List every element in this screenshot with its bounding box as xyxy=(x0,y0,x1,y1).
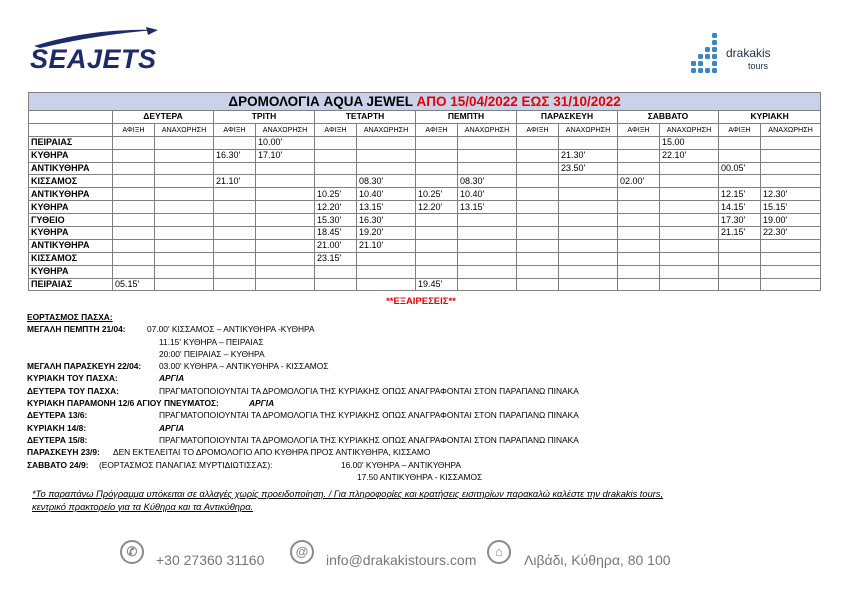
time-cell xyxy=(113,265,155,278)
time-cell xyxy=(618,214,660,227)
time-cell xyxy=(357,252,416,265)
time-cell xyxy=(618,136,660,149)
stop-name: ΚΙΣΣΑΜΟΣ xyxy=(29,175,113,188)
time-cell xyxy=(113,136,155,149)
time-cell: 23.50' xyxy=(559,162,618,175)
time-cell xyxy=(458,265,517,278)
time-cell xyxy=(660,278,719,291)
time-cell xyxy=(517,188,559,201)
table-title xyxy=(29,93,821,111)
time-cell xyxy=(618,188,660,201)
time-cell xyxy=(155,188,214,201)
time-cell xyxy=(761,136,821,149)
time-cell xyxy=(416,265,458,278)
time-cell: 10.25' xyxy=(315,188,357,201)
time-cell: 10.40' xyxy=(458,188,517,201)
note-label: ΚΥΡΙΑΚΗ 14/8: xyxy=(27,422,87,433)
stop-name: ΚΥΘΗΡΑ xyxy=(29,201,113,214)
note-label: ΜΕΓΑΛΗ ΠΕΜΠΤΗ 21/04: xyxy=(27,324,126,335)
note-text: 20:00' ΠΕΙΡΑΙΑΣ – ΚΥΘΗΡΑ xyxy=(159,348,265,359)
time-cell xyxy=(660,162,719,175)
time-cell xyxy=(214,214,256,227)
time-cell xyxy=(357,278,416,291)
stop-name: ΚΙΣΣΑΜΟΣ xyxy=(29,252,113,265)
footer-address: Λιβάδι, Κύθηρα, 80 100 xyxy=(524,552,671,568)
note-text: ΠΡΑΓΜΑΤΟΠΟΙΟΥΝΤΑΙ ΤΑ ΔΡΟΜΟΛΟΓΙΑ ΤΗΣ ΚΥΡΙΑΚΗΣ ΟΠΩΣ ΑΝΑΓΡΑΦΟΝΤΑΙ ΣΤΟΝ ΠΑΡΑΠΑΝΩ ΠΙΝΑΚΑ xyxy=(159,385,579,396)
title-dates: ΑΠΟ 15/04/2022 ΕΩΣ 31/10/2022 xyxy=(416,94,621,109)
time-cell xyxy=(559,214,618,227)
time-cell xyxy=(660,201,719,214)
time-cell xyxy=(660,239,719,252)
time-cell xyxy=(517,214,559,227)
arrival-header: ΑΦΙΞΗ xyxy=(517,123,559,136)
time-cell xyxy=(618,239,660,252)
time-cell: 21.00' xyxy=(315,239,357,252)
drakakis-brand: drakakis xyxy=(726,46,771,60)
time-cell: 21.10' xyxy=(357,239,416,252)
time-cell xyxy=(256,201,315,214)
time-cell xyxy=(256,162,315,175)
stop-name: ΑΝΤΙΚΥΘΗΡΑ xyxy=(29,162,113,175)
note-text: ΑΡΓΙΑ xyxy=(159,422,185,433)
departure-header: ΑΝΑΧΩΡΗΣΗ xyxy=(458,123,517,136)
schedule-row xyxy=(29,175,821,188)
note-text: ΠΡΑΓΜΑΤΟΠΟΙΟΥΝΤΑΙ ΤΑ ΔΡΟΜΟΛΟΓΙΑ ΤΗΣ ΚΥΡΙΑΚΗΣ ΟΠΩΣ ΑΝΑΓΡΑΦΟΝΤΑΙ ΣΤΟΝ ΠΑΡΑΠΑΝΩ ΠΙΝΑΚΑ xyxy=(159,410,579,421)
time-cell xyxy=(155,278,214,291)
time-cell xyxy=(155,201,214,214)
time-cell xyxy=(256,188,315,201)
time-cell: 02.00' xyxy=(618,175,660,188)
time-cell xyxy=(761,278,821,291)
arrival-header: ΑΦΙΞΗ xyxy=(719,123,761,136)
time-cell xyxy=(719,175,761,188)
time-cell: 12.20' xyxy=(416,201,458,214)
time-cell xyxy=(113,252,155,265)
time-cell xyxy=(517,201,559,214)
stop-name: ΚΥΘΗΡΑ xyxy=(29,227,113,240)
at-icon: @ xyxy=(290,540,314,564)
time-cell: 10.25' xyxy=(416,188,458,201)
seajets-logo xyxy=(30,26,160,74)
time-cell xyxy=(113,227,155,240)
time-cell xyxy=(256,175,315,188)
time-cell xyxy=(660,252,719,265)
note-text: 07.00' ΚΙΣΣΑΜΟΣ – ΑΝΤΙΚΥΘΗΡΑ -ΚΥΘΗΡΑ xyxy=(147,324,315,335)
time-cell: 13.15' xyxy=(357,201,416,214)
time-cell xyxy=(214,201,256,214)
note-text: 16.00' ΚΥΘΗΡΑ – ΑΝΤΙΚΥΘΗΡΑ xyxy=(341,459,461,470)
time-cell xyxy=(416,175,458,188)
time-cell: 08.30' xyxy=(357,175,416,188)
note-label: ΔΕΥΤΕΡΑ ΤΟΥ ΠΑΣΧΑ: xyxy=(27,385,119,396)
time-cell: 08.30' xyxy=(458,175,517,188)
time-cell xyxy=(113,162,155,175)
note-label: ΔΕΥΤΕΡΑ 13/6: xyxy=(27,410,88,421)
time-cell xyxy=(559,278,618,291)
time-cell xyxy=(458,239,517,252)
stop-name: ΠΕΙΡΑΙΑΣ xyxy=(29,136,113,149)
time-cell xyxy=(416,136,458,149)
time-cell xyxy=(761,175,821,188)
exceptions-heading: **ΕΞΑΙΡΕΣΕΙΣ** xyxy=(386,296,456,307)
time-cell xyxy=(660,175,719,188)
note-label: ΔΕΥΤΕΡΑ 15/8: xyxy=(27,434,88,445)
time-cell xyxy=(315,136,357,149)
time-cell xyxy=(719,278,761,291)
disclaimer-line: κεντρικό πρακτορείο για τα Κύθηρα και τα Αντικύθηρα. xyxy=(32,501,254,512)
time-cell xyxy=(155,252,214,265)
time-cell: 10.00' xyxy=(256,136,315,149)
departure-header: ΑΝΑΧΩΡΗΣΗ xyxy=(559,123,618,136)
day-header: ΣΑΒΒΑΤΟ xyxy=(618,111,719,124)
schedule-row xyxy=(29,239,821,252)
time-cell xyxy=(256,252,315,265)
schedule-table xyxy=(28,92,821,291)
time-cell xyxy=(660,227,719,240)
seajets-wordmark: SEAJETS xyxy=(30,44,157,74)
departure-header: ΑΝΑΧΩΡΗΣΗ xyxy=(256,123,315,136)
time-cell xyxy=(517,265,559,278)
days-header-row xyxy=(29,111,821,124)
time-cell xyxy=(719,136,761,149)
time-cell xyxy=(214,227,256,240)
time-cell xyxy=(315,162,357,175)
time-cell xyxy=(155,227,214,240)
time-cell xyxy=(559,227,618,240)
time-cell xyxy=(315,278,357,291)
time-cell xyxy=(517,252,559,265)
day-header: ΤΕΤΑΡΤΗ xyxy=(315,111,416,124)
time-cell: 15.15' xyxy=(761,201,821,214)
day-header: ΤΡΙΤΗ xyxy=(214,111,315,124)
time-cell xyxy=(458,162,517,175)
time-cell: 13.15' xyxy=(458,201,517,214)
time-cell xyxy=(214,162,256,175)
time-cell xyxy=(416,214,458,227)
day-header: ΚΥΡΙΑΚΗ xyxy=(719,111,821,124)
footer-phone[interactable]: +30 27360 31160 xyxy=(156,552,265,568)
note-text: ΔΕΝ ΕΚΤΕΛΕΙΤΑΙ ΤΟ ΔΡΟΜΟΛΟΓΙΟ ΑΠΟ ΚΥΘΗΡΑ ΠΡΟΣ ΑΝΤΙΚΥΘΗΡΑ, ΚΙΣΣΑΜΟ xyxy=(113,447,431,458)
time-cell xyxy=(113,175,155,188)
time-cell xyxy=(357,149,416,162)
easter-heading: ΕΟΡΤΑΣΜΟΣ ΠΑΣΧΑ: xyxy=(27,312,113,322)
time-cell xyxy=(113,239,155,252)
note-text: 03.00' ΚΥΘΗΡΑ – ΑΝΤΙΚΥΘΗΡΑ - ΚΙΣΣΑΜΟΣ xyxy=(159,361,329,372)
time-cell: 19.00' xyxy=(761,214,821,227)
drakakis-sub: tours xyxy=(748,61,769,71)
time-cell: 18.45' xyxy=(315,227,357,240)
arrival-header: ΑΦΙΞΗ xyxy=(618,123,660,136)
time-cell: 12.15' xyxy=(719,188,761,201)
note-label: ΣΑΒΒΑΤΟ 24/9: xyxy=(27,459,89,470)
departure-header: ΑΝΑΧΩΡΗΣΗ xyxy=(660,123,719,136)
time-cell: 16.30' xyxy=(357,214,416,227)
time-cell xyxy=(618,162,660,175)
note-text: 11.15' ΚΥΘΗΡΑ – ΠΕΙΡΑΙΑΣ xyxy=(159,336,264,347)
day-header: ΠΕΜΠΤΗ xyxy=(416,111,517,124)
stop-name: ΠΕΙΡΑΙΑΣ xyxy=(29,278,113,291)
time-cell xyxy=(458,136,517,149)
schedule-row xyxy=(29,265,821,278)
note-text: ΑΡΓΙΑ xyxy=(249,398,275,409)
schedule-row xyxy=(29,278,821,291)
disclaimer xyxy=(32,488,663,513)
time-cell xyxy=(357,162,416,175)
time-cell xyxy=(618,149,660,162)
time-cell xyxy=(155,265,214,278)
time-cell xyxy=(256,265,315,278)
time-cell: 12.30' xyxy=(761,188,821,201)
footer-email[interactable]: info@drakakistours.com xyxy=(326,552,477,568)
time-cell: 21.30' xyxy=(559,149,618,162)
time-cell: 19.45' xyxy=(416,278,458,291)
time-cell xyxy=(719,239,761,252)
time-cell: 23.15' xyxy=(315,252,357,265)
time-cell xyxy=(618,201,660,214)
time-cell xyxy=(214,252,256,265)
time-cell xyxy=(618,265,660,278)
time-cell: 10.40' xyxy=(357,188,416,201)
time-cell xyxy=(357,136,416,149)
contact-footer xyxy=(0,540,842,580)
time-cell: 00.05' xyxy=(719,162,761,175)
time-cell xyxy=(618,278,660,291)
note-text: ΑΡΓΙΑ xyxy=(159,373,185,384)
time-cell: 19.20' xyxy=(357,227,416,240)
time-cell xyxy=(761,162,821,175)
drakakis-dots-icon xyxy=(686,30,726,78)
time-cell xyxy=(315,265,357,278)
time-cell xyxy=(458,252,517,265)
time-cell xyxy=(214,239,256,252)
time-cell xyxy=(416,252,458,265)
time-cell: 17.30' xyxy=(719,214,761,227)
time-cell xyxy=(719,265,761,278)
time-cell xyxy=(113,214,155,227)
time-cell xyxy=(761,252,821,265)
time-cell: 15.00 xyxy=(660,136,719,149)
schedule-row xyxy=(29,149,821,162)
time-cell xyxy=(517,175,559,188)
arrival-header: ΑΦΙΞΗ xyxy=(113,123,155,136)
schedule-row xyxy=(29,201,821,214)
time-cell xyxy=(113,188,155,201)
note-text: 17.50 ΑΝΤΙΚΥΘΗΡΑ - ΚΙΣΣΑΜΟΣ xyxy=(357,471,483,482)
time-cell xyxy=(315,175,357,188)
time-cell xyxy=(458,149,517,162)
time-cell xyxy=(517,239,559,252)
arrival-departure-row xyxy=(29,123,821,136)
time-cell: 21.15' xyxy=(719,227,761,240)
time-cell xyxy=(214,188,256,201)
time-cell xyxy=(214,136,256,149)
departure-header: ΑΝΑΧΩΡΗΣΗ xyxy=(357,123,416,136)
schedule-row xyxy=(29,227,821,240)
time-cell xyxy=(660,265,719,278)
schedule-row xyxy=(29,162,821,175)
time-cell xyxy=(458,214,517,227)
note-text: ΠΡΑΓΜΑΤΟΠΟΙΟΥΝΤΑΙ ΤΑ ΔΡΟΜΟΛΟΓΙΑ ΤΗΣ ΚΥΡΙΑΚΗΣ ΟΠΩΣ ΑΝΑΓΡΑΦΟΝΤΑΙ ΣΤΟΝ ΠΑΡΑΠΑΝΩ ΠΙΝΑΚΑ xyxy=(159,434,579,445)
corner-cell xyxy=(29,123,113,136)
time-cell xyxy=(113,149,155,162)
drakakis-logo xyxy=(686,30,796,80)
arrival-header: ΑΦΙΞΗ xyxy=(214,123,256,136)
time-cell xyxy=(559,239,618,252)
day-header: ΔΕΥΤΕΡΑ xyxy=(113,111,214,124)
disclaimer-line: *Το παραπάνω Πρόγραμμα υπόκειται σε αλλαγές χωρίς προειδοποίηση. / Για πληροφορίες και κρατήσεις εισιτηρίων παρακαλώ καλέστε την drakakis tours, xyxy=(32,489,664,499)
time-cell: 22.10' xyxy=(660,149,719,162)
time-cell xyxy=(517,227,559,240)
time-cell xyxy=(256,227,315,240)
time-cell xyxy=(559,252,618,265)
time-cell xyxy=(315,149,357,162)
time-cell xyxy=(517,162,559,175)
time-cell xyxy=(256,239,315,252)
time-cell: 21.10' xyxy=(214,175,256,188)
phone-icon: ✆ xyxy=(120,540,144,564)
schedule-row xyxy=(29,188,821,201)
time-cell xyxy=(559,265,618,278)
time-cell xyxy=(660,188,719,201)
stop-name: ΑΝΤΙΚΥΘΗΡΑ xyxy=(29,188,113,201)
arrival-header: ΑΦΙΞΗ xyxy=(315,123,357,136)
stop-name: ΚΥΘΗΡΑ xyxy=(29,149,113,162)
time-cell xyxy=(618,252,660,265)
time-cell xyxy=(559,201,618,214)
time-cell: 16.30' xyxy=(214,149,256,162)
time-cell xyxy=(761,265,821,278)
time-cell: 12.20' xyxy=(315,201,357,214)
note-label: ΜΕΓΑΛΗ ΠΑΡΑΣΚΕΥΗ 22/04: xyxy=(27,361,142,372)
note-label: ΚΥΡΙΑΚΗ ΠΑΡΑΜΟΝΗ 12/6 ΑΓΙΟΥ ΠΝΕΥΜΑΤΟΣ: xyxy=(27,398,219,409)
time-cell: 05.15' xyxy=(113,278,155,291)
time-cell xyxy=(155,149,214,162)
time-cell: 17.10' xyxy=(256,149,315,162)
time-cell: 22.30' xyxy=(761,227,821,240)
time-cell xyxy=(517,149,559,162)
schedule-row xyxy=(29,136,821,149)
time-cell xyxy=(416,162,458,175)
home-icon: ⌂ xyxy=(487,540,511,564)
time-cell xyxy=(719,252,761,265)
departure-header: ΑΝΑΧΩΡΗΣΗ xyxy=(761,123,821,136)
note-label: ΚΥΡΙΑΚΗ ΤΟΥ ΠΑΣΧΑ: xyxy=(27,373,118,384)
time-cell xyxy=(416,239,458,252)
time-cell: 14.15' xyxy=(719,201,761,214)
time-cell xyxy=(113,201,155,214)
arrival-header: ΑΦΙΞΗ xyxy=(416,123,458,136)
time-cell xyxy=(256,214,315,227)
time-cell xyxy=(517,136,559,149)
time-cell xyxy=(214,265,256,278)
time-cell xyxy=(357,265,416,278)
time-cell xyxy=(761,149,821,162)
time-cell xyxy=(559,175,618,188)
day-header: ΠΑΡΑΣΚΕΥΗ xyxy=(517,111,618,124)
time-cell xyxy=(660,214,719,227)
time-cell xyxy=(155,162,214,175)
time-cell xyxy=(416,227,458,240)
time-cell xyxy=(559,136,618,149)
time-cell xyxy=(719,149,761,162)
time-cell xyxy=(155,136,214,149)
note-text: (ΕΟΡΤΑΣΜΟΣ ΠΑΝΑΓΙΑΣ ΜΥΡΤΙΔΙΩΤΙΣΣΑΣ): xyxy=(99,459,273,470)
time-cell xyxy=(256,278,315,291)
time-cell xyxy=(416,149,458,162)
time-cell xyxy=(155,239,214,252)
schedule-row xyxy=(29,252,821,265)
time-cell xyxy=(155,214,214,227)
stop-name: ΑΝΤΙΚΥΘΗΡΑ xyxy=(29,239,113,252)
departure-header: ΑΝΑΧΩΡΗΣΗ xyxy=(155,123,214,136)
time-cell xyxy=(155,175,214,188)
time-cell xyxy=(458,227,517,240)
table-title-row xyxy=(29,93,821,111)
stop-name: ΓΥΘΕΙΟ xyxy=(29,214,113,227)
stop-name: ΚΥΘΗΡΑ xyxy=(29,265,113,278)
time-cell: 15.30' xyxy=(315,214,357,227)
time-cell xyxy=(214,278,256,291)
note-label: ΠΑΡΑΣΚΕΥΗ 23/9: xyxy=(27,447,100,458)
schedule-row xyxy=(29,214,821,227)
corner-cell xyxy=(29,111,113,124)
time-cell xyxy=(559,188,618,201)
time-cell xyxy=(761,239,821,252)
time-cell xyxy=(618,227,660,240)
title-main: ΔΡΟΜΟΛΟΓΙΑ AQUA JEWEL xyxy=(228,94,417,109)
time-cell xyxy=(517,278,559,291)
time-cell xyxy=(458,278,517,291)
